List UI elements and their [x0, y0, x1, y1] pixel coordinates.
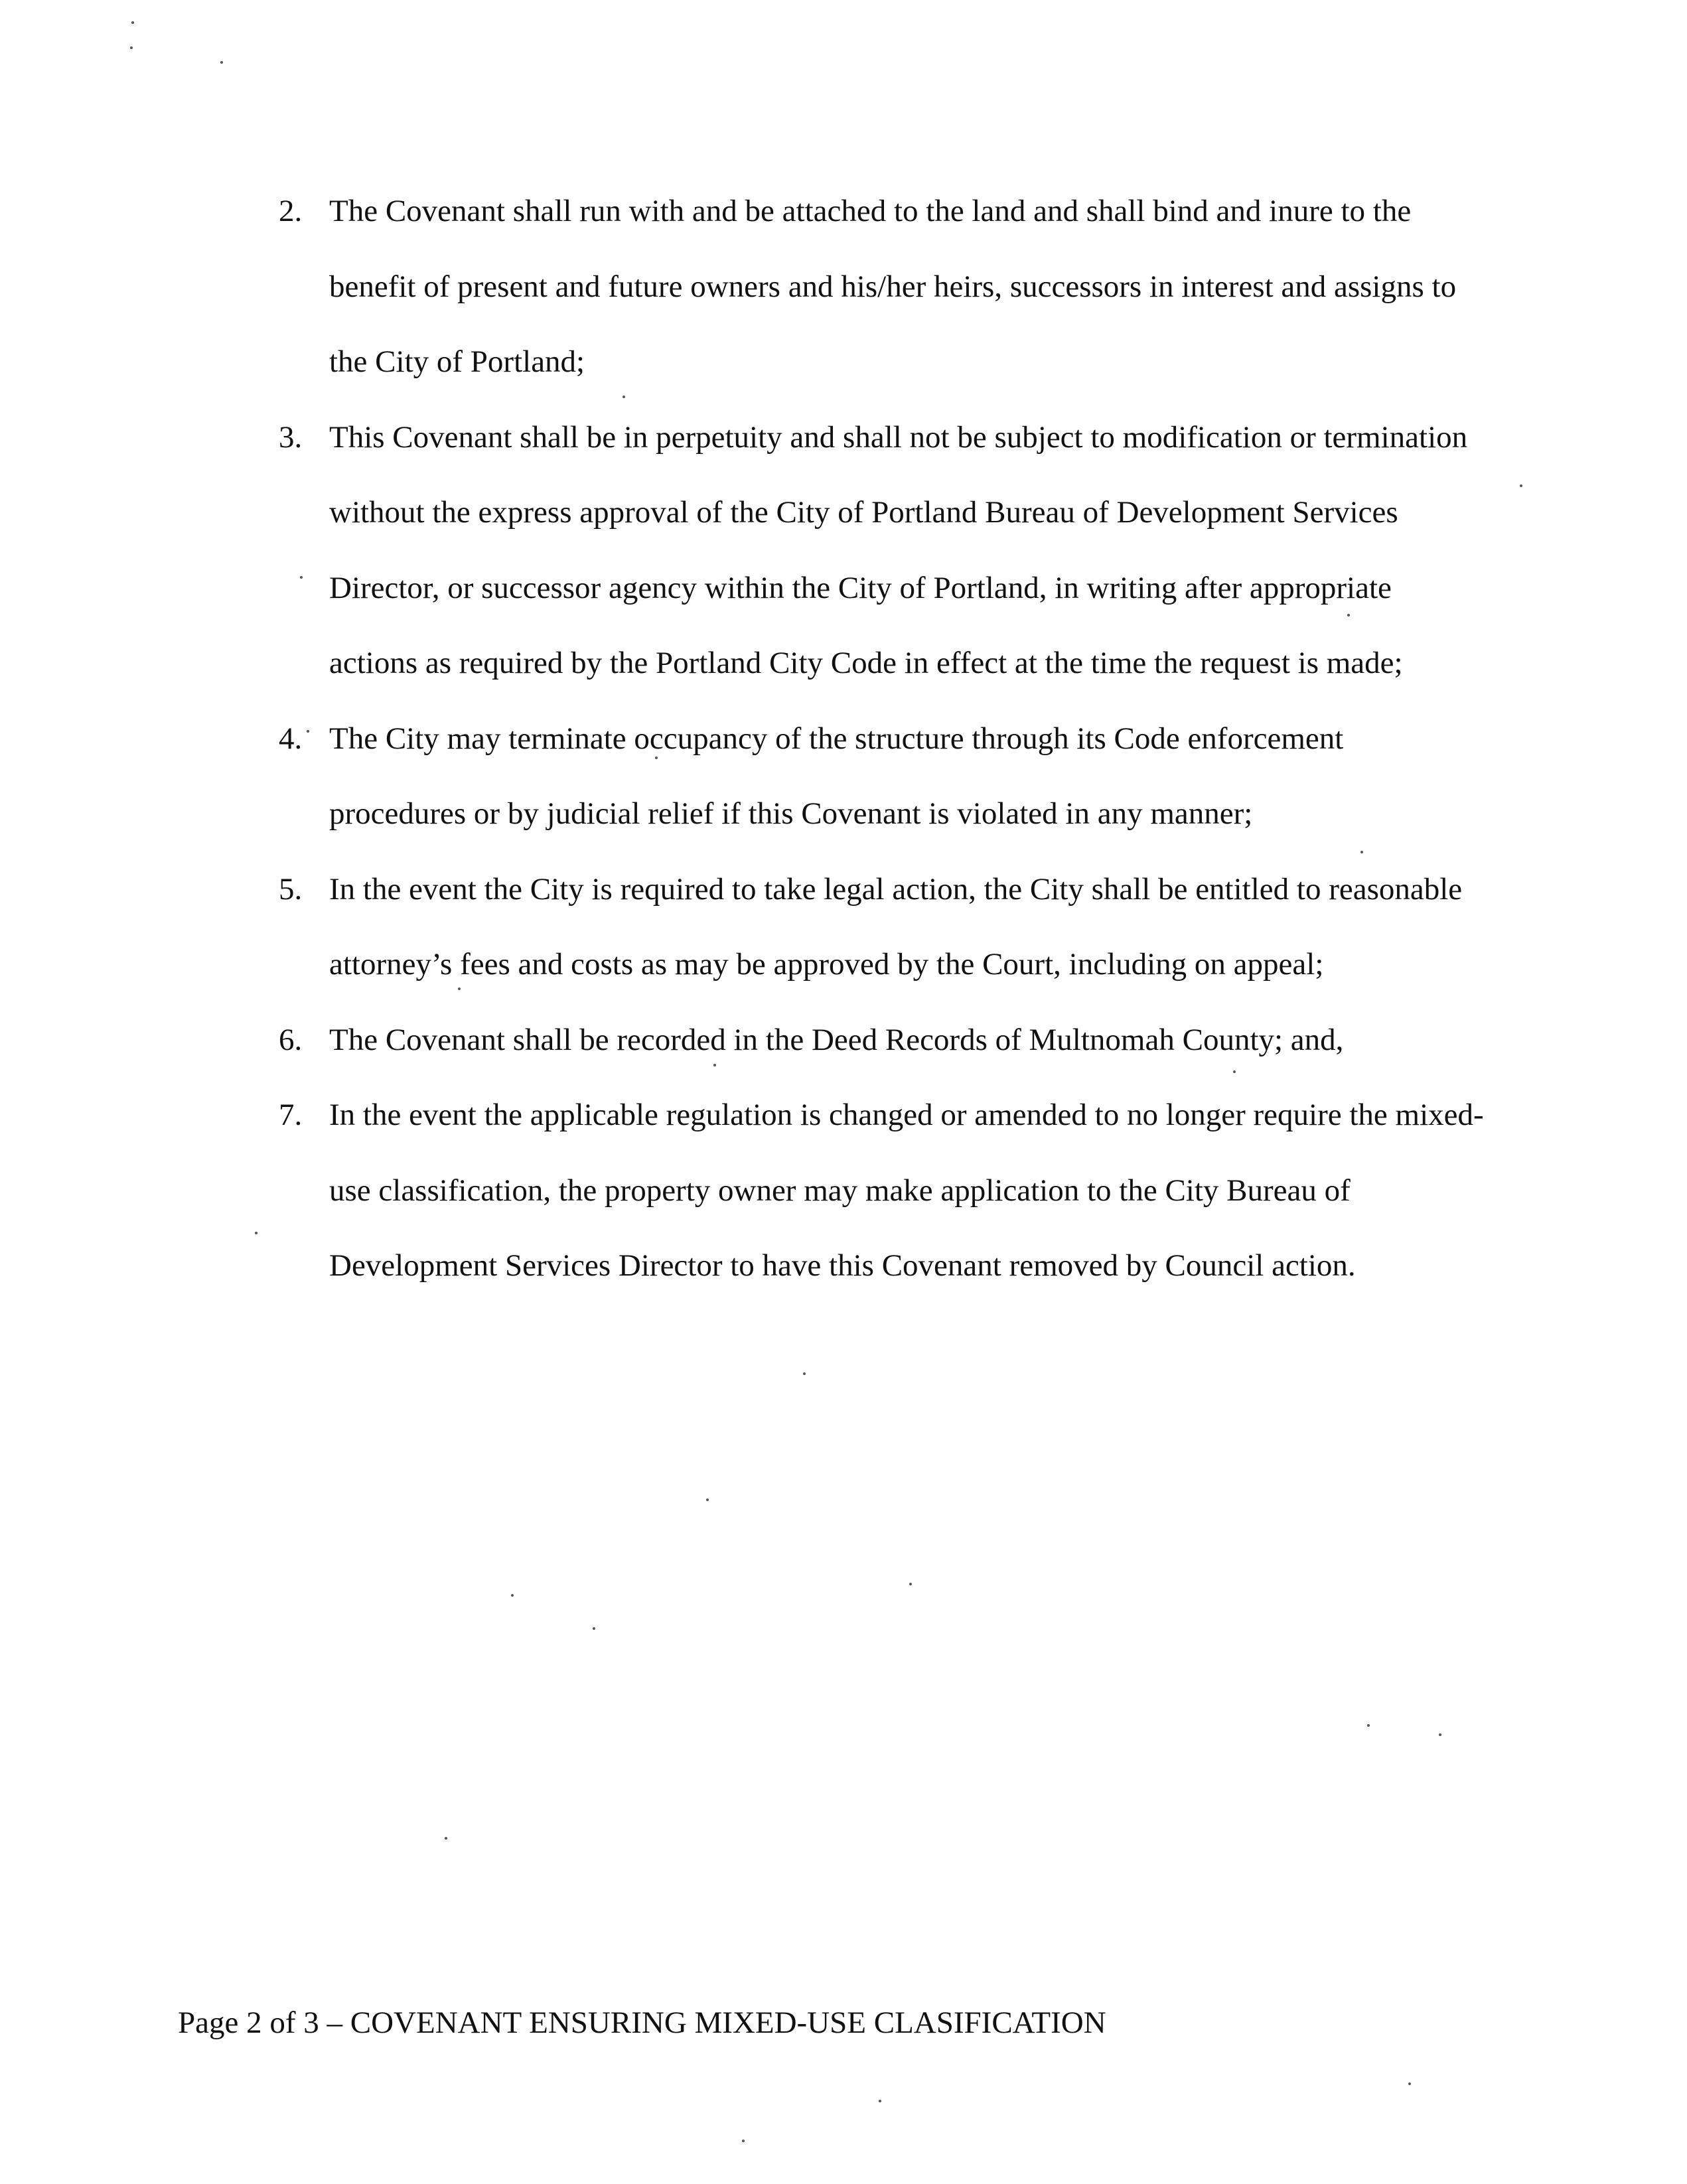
scan-speck: [1520, 484, 1522, 487]
page-footer: Page 2 of 3 – COVENANT ENSURING MIXED-USE CLASIFICATION: [178, 2005, 1106, 2040]
scan-speck: [1439, 1733, 1441, 1736]
scan-speck: [300, 576, 303, 579]
item-number: 6.: [279, 1022, 303, 1057]
item-text: This Covenant shall be in perpetuity and shall not be subject to modification or termination without the express approval of the City of Portland Bureau of Development Services Director, or successor agency within the City of Portland, in writing after appropriate actions as required by the Portland City Code in effect at the time the request is made;: [329, 419, 1468, 680]
scan-speck: [307, 730, 309, 733]
scan-speck: [131, 21, 134, 24]
scan-speck: [1360, 851, 1363, 853]
item-number: 3.: [279, 419, 303, 455]
scan-speck: [458, 987, 461, 990]
scan-speck: [511, 1594, 514, 1597]
item-number: 2.: [279, 194, 303, 228]
item-text: The Covenant shall be recorded in the Deed Records of Multnomah County; and,: [329, 1022, 1344, 1057]
scan-speck: [445, 1837, 447, 1840]
scan-speck: [742, 2140, 745, 2142]
covenant-item-6: [279, 1003, 1487, 1078]
item-text: In the event the applicable regulation is changed or amended to no longer require the mixed-use classification, the property owner may make application to the City Bureau of Development Services Director to have this Covenant removed by Council action.: [329, 1098, 1484, 1283]
scan-speck: [220, 61, 223, 64]
item-number: 5.: [279, 871, 303, 907]
item-number: 4.: [279, 721, 303, 756]
covenant-item-7: [279, 1078, 1487, 1304]
item-text: The Covenant shall run with and be attached to the land and shall bind and inure to the benefit of present and future owners and his/her heirs, successors in interest and assigns to the City of Portland;: [329, 194, 1457, 379]
scan-speck: [255, 1232, 257, 1234]
scan-speck: [593, 1627, 595, 1630]
scan-speck: [130, 46, 133, 49]
covenant-item-3: [279, 400, 1487, 701]
scan-speck: [1408, 2082, 1411, 2085]
scan-speck: [1233, 1070, 1236, 1073]
item-number: 7.: [279, 1098, 303, 1132]
item-text: The City may terminate occupancy of the structure through its Code enforcement procedures or by judicial relief if this Covenant is violated in any manner;: [329, 721, 1344, 831]
scan-speck: [623, 396, 625, 398]
scan-speck: [1347, 614, 1350, 617]
covenant-item-5: [279, 852, 1487, 1003]
covenant-item-2: [279, 174, 1487, 400]
scan-speck: [655, 757, 658, 759]
scan-speck: [879, 2100, 881, 2102]
scan-speck: [1367, 1724, 1370, 1727]
scan-speck: [909, 1583, 912, 1585]
item-text: In the event the City is required to take legal action, the City shall be entitled to reasonable attorney’s fees and costs as may be approved by the Court, including on appeal;: [329, 871, 1463, 982]
covenant-list: [279, 174, 1487, 1304]
scan-speck: [713, 1064, 716, 1066]
covenant-item-4: [279, 701, 1487, 852]
scan-speck: [706, 1498, 709, 1501]
scan-speck: [803, 1372, 806, 1375]
